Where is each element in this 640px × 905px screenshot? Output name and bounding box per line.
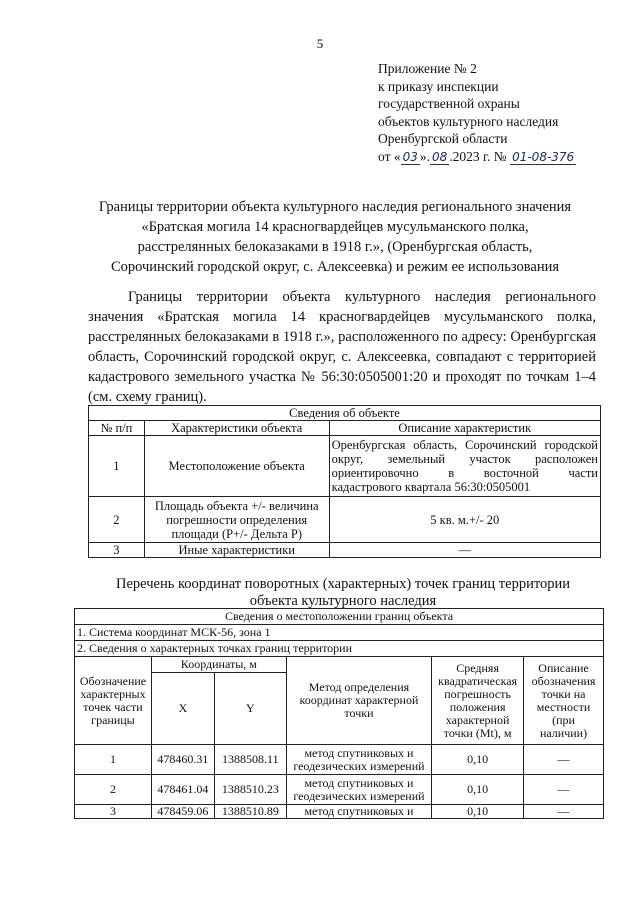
description-cell: 5 кв. м.+/- 20 (329, 497, 600, 543)
header-line: характерной (445, 712, 510, 727)
characteristic-line: погрешности определения (166, 512, 308, 527)
handwritten-order-number: 01-08-376 (512, 149, 575, 164)
annex-line: к приказу инспекции (378, 78, 499, 94)
column-header: Описание характеристик (329, 421, 600, 436)
coordinates-heading (88, 576, 598, 610)
document-title (80, 197, 590, 277)
header-line: характерных (80, 686, 146, 701)
method-cell (286, 805, 431, 819)
header-line: точки на (541, 686, 586, 701)
annex-line: Приложение № 2 (378, 61, 477, 76)
method-line: метод спутниковых и (304, 804, 414, 818)
header-line: границы (91, 712, 135, 727)
header-line: Обозначение (79, 673, 147, 688)
description-header (524, 657, 604, 745)
column-header: Характеристики объекта (144, 421, 329, 436)
page-number: 5 (316, 36, 324, 51)
row-number: 2 (89, 497, 145, 543)
description-line: округ, земельный участок расположен (331, 452, 598, 466)
characteristic-cell (144, 497, 329, 543)
intro-text: Границы территории объекта культурного наследия регионального значения «Братская могила 14 красногвардейцев мусульманского полка, расстрелянных белоказаками в 1918 г.», расположенного по адресу: Оренбургская область, Сорочинский городской округ, с. Алексеевка, совпадают с территорией кадастрового земельного участка № 56:30:0505001:20 и проходят по точкам 1–4 (см. схему границ). (88, 289, 596, 405)
description-line: кадастрового квартала 56:30:0505001 (331, 480, 531, 494)
x-cell: 478460.31 (151, 745, 214, 775)
header-line: Метод определения (308, 680, 410, 694)
method-line: метод спутниковых и (304, 745, 414, 760)
title-line: Границы территории объекта культурного наследия регионального значения (98, 199, 572, 215)
column-header: № п/п (89, 421, 145, 436)
section-row: 2. Сведения о характерных точках границ территории (75, 641, 604, 657)
point-cell: 3 (75, 805, 152, 819)
y-cell: 1388510.23 (214, 775, 286, 805)
method-header (286, 657, 431, 745)
header-line: погрешность (444, 686, 511, 701)
method-line: метод спутниковых и (304, 775, 414, 790)
description-line: ориентировочно в восточной части (331, 466, 598, 480)
method-cell (286, 745, 431, 775)
description-cell: — (524, 775, 604, 805)
heading-line: объекта культурного наследия (249, 593, 437, 609)
handwritten-day: 03 (402, 149, 418, 164)
description-cell (329, 436, 600, 497)
coordinates-header: Координаты, м (151, 657, 286, 673)
y-cell: 1388510.89 (214, 805, 286, 819)
error-header (432, 657, 524, 745)
intro-paragraph (88, 287, 596, 407)
description-cell: — (524, 805, 604, 819)
header-line: Средняя (456, 660, 499, 675)
error-cell: 0,10 (432, 745, 524, 775)
year-text: .2023 г. № (449, 148, 507, 164)
annex-line: объектов культурного наследия (378, 113, 559, 129)
title-line: «Братская могила 14 красногвардейцев мусульманского полка, (141, 219, 529, 235)
annex-date-line (378, 148, 576, 167)
table-caption: Сведения о местоположении границ объекта (75, 609, 604, 625)
title-line: Сорочинский городской округ, с. Алексеевка) и режим ее использования (110, 259, 560, 275)
method-line: геодезических измерений (293, 758, 425, 773)
date-prefix: от « (378, 148, 401, 164)
heading-line: Перечень координат поворотных (характерных) точек границ территории (115, 576, 571, 592)
header-line: положения (449, 699, 506, 714)
description-cell: — (524, 745, 604, 775)
header-line: обозначения (531, 673, 596, 688)
header-line: точки (344, 706, 374, 720)
method-cell (286, 775, 431, 805)
header-line: точки (Mt), м (443, 725, 512, 740)
object-info-table (88, 405, 601, 558)
error-cell: 0,10 (432, 775, 524, 805)
coordinates-table (74, 608, 604, 819)
row-number: 1 (89, 436, 145, 497)
characteristic-cell: Местоположение объекта (144, 436, 329, 497)
annex-header (378, 60, 576, 166)
point-header (75, 657, 152, 745)
table-caption: Сведения об объекте (89, 406, 601, 421)
x-header: X (151, 673, 214, 745)
header-line: наличии) (539, 725, 588, 740)
coordinate-system-row: 1. Система координат МСК-56, зона 1 (75, 625, 604, 641)
characteristic-cell: Иные характеристики (144, 543, 329, 558)
header-line: Описание (538, 660, 589, 675)
header-line: точек части (83, 699, 143, 714)
y-cell: 1388508.11 (214, 745, 286, 775)
method-line: геодезических измерений (293, 788, 425, 803)
handwritten-month: 08 (432, 149, 448, 164)
y-header: Y (214, 673, 286, 745)
annex-line: государственной охраны (378, 96, 520, 111)
x-cell: 478461.04 (151, 775, 214, 805)
characteristic-line: площади (P+/- Дельта P) (171, 526, 302, 541)
point-cell: 1 (75, 745, 152, 775)
table-row (75, 805, 604, 819)
x-cell: 478459.06 (151, 805, 214, 819)
table-row (75, 775, 604, 805)
table-row (75, 745, 604, 775)
header-line: координат характерной (299, 693, 419, 707)
description-cell: — (329, 543, 600, 558)
header-line: квадратическая (438, 673, 518, 688)
row-number: 3 (89, 543, 145, 558)
annex-line: Оренбургской области (378, 131, 508, 146)
title-line: расстрелянных белоказаками в 1918 г.», (Оренбургская область, (137, 239, 533, 255)
point-cell: 2 (75, 775, 152, 805)
description-line: Оренбургская область, Сорочинский городской (331, 438, 598, 452)
header-line: местности (536, 699, 591, 714)
header-line: (при (552, 712, 575, 727)
characteristic-line: Площадь объекта +/- величина (154, 498, 319, 513)
date-sep: ». (419, 148, 431, 164)
error-cell: 0,10 (432, 805, 524, 819)
